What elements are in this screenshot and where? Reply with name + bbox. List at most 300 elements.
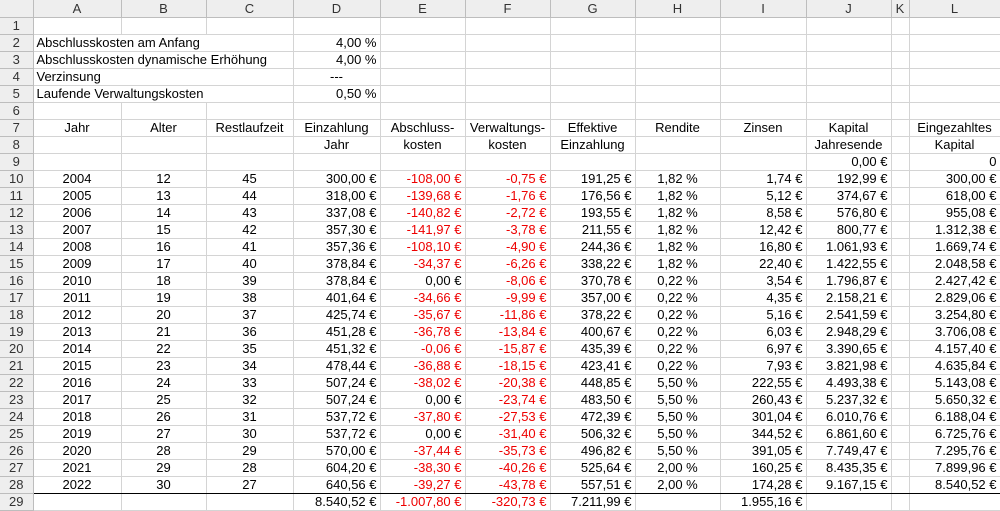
cell-zinsen[interactable]: 12,42 €	[720, 222, 806, 239]
cell-kapital-jahresende[interactable]: 800,77 €	[806, 222, 891, 239]
cell-restlaufzeit[interactable]: 44	[206, 188, 293, 205]
cell-zinsen[interactable]: 222,55 €	[720, 375, 806, 392]
cell-zinsen[interactable]: 4,35 €	[720, 290, 806, 307]
row-header[interactable]: 20	[0, 341, 33, 358]
cell-alter[interactable]: 21	[121, 324, 206, 341]
header-eingezahltes[interactable]: Eingezahltes	[909, 120, 1000, 137]
cell-effektive-einzahlung[interactable]: 448,85 €	[550, 375, 635, 392]
cell-restlaufzeit[interactable]: 41	[206, 239, 293, 256]
param-value-abschluss-dynamisch[interactable]: 4,00 %	[293, 52, 380, 69]
param-label-abschluss-dynamisch[interactable]: Abschlusskosten dynamische Erhöhung	[33, 52, 293, 69]
cell-zinsen[interactable]: 344,52 €	[720, 426, 806, 443]
cell-alter[interactable]: 14	[121, 205, 206, 222]
row-header[interactable]: 14	[0, 239, 33, 256]
cell-verwaltungskosten[interactable]: -23,74 €	[465, 392, 550, 409]
cell-abschlusskosten[interactable]: -38,30 €	[380, 460, 465, 477]
cell-einzahlung[interactable]: 478,44 €	[293, 358, 380, 375]
cell-verwaltungskosten[interactable]: -8,06 €	[465, 273, 550, 290]
cell-einzahlung[interactable]: 378,84 €	[293, 256, 380, 273]
cell-eingezahltes-kapital[interactable]: 618,00 €	[909, 188, 1000, 205]
cell-restlaufzeit[interactable]: 42	[206, 222, 293, 239]
cell-restlaufzeit[interactable]: 27	[206, 477, 293, 494]
cell-kapital-jahresende[interactable]: 3.390,65 €	[806, 341, 891, 358]
header-restlaufzeit[interactable]: Restlaufzeit	[206, 120, 293, 137]
cell-verwaltungskosten[interactable]: -11,86 €	[465, 307, 550, 324]
sheet-row	[0, 18, 1000, 35]
column-header-g[interactable]: G	[550, 0, 635, 18]
cell-eingezahltes-kapital[interactable]: 8.540,52 €	[909, 477, 1000, 494]
cell-jahr[interactable]: 2004	[33, 171, 121, 188]
cell-alter[interactable]: 29	[121, 460, 206, 477]
cell-zinsen[interactable]: 391,05 €	[720, 443, 806, 460]
table-row	[0, 409, 1000, 426]
table-row	[0, 171, 1000, 188]
cell-eingezahltes-kapital[interactable]: 4.635,84 €	[909, 358, 1000, 375]
column-header-d[interactable]: D	[293, 0, 380, 18]
row-header[interactable]: 23	[0, 392, 33, 409]
cell-abschlusskosten[interactable]: -0,06 €	[380, 341, 465, 358]
cell-eingezahltes-kapital[interactable]: 3.254,80 €	[909, 307, 1000, 324]
select-all-corner[interactable]	[0, 0, 33, 18]
cell-zinsen[interactable]: 5,16 €	[720, 307, 806, 324]
row-header[interactable]: 25	[0, 426, 33, 443]
cell-zinsen[interactable]: 301,04 €	[720, 409, 806, 426]
cell-rendite[interactable]: 5,50 %	[635, 426, 720, 443]
cell-jahr[interactable]: 2012	[33, 307, 121, 324]
param-label-verwaltung[interactable]: Laufende Verwaltungskosten	[33, 86, 293, 103]
cell-abschlusskosten[interactable]: -39,27 €	[380, 477, 465, 494]
param-label-verzinsung[interactable]: Verzinsung	[33, 69, 293, 86]
cell-verwaltungskosten[interactable]: -3,78 €	[465, 222, 550, 239]
cell-jahr[interactable]: 2006	[33, 205, 121, 222]
row-header[interactable]: 10	[0, 171, 33, 188]
cell-eingezahltes-kapital[interactable]: 3.706,08 €	[909, 324, 1000, 341]
cell-eingezahltes-kapital[interactable]: 5.650,32 €	[909, 392, 1000, 409]
header-rendite[interactable]: Rendite	[635, 120, 720, 137]
cell-verwaltungskosten[interactable]: -4,90 €	[465, 239, 550, 256]
row-header[interactable]: 6	[0, 103, 33, 120]
cell-abschlusskosten[interactable]: 0,00 €	[380, 273, 465, 290]
cell-rendite[interactable]: 0,22 %	[635, 358, 720, 375]
cell-rendite[interactable]: 1,82 %	[635, 222, 720, 239]
cell-einzahlung[interactable]: 451,32 €	[293, 341, 380, 358]
cell-effektive-einzahlung[interactable]: 400,67 €	[550, 324, 635, 341]
cell-jahr[interactable]: 2019	[33, 426, 121, 443]
header-jahr[interactable]: Jahr	[33, 120, 121, 137]
header-kosten-sub-2[interactable]: kosten	[465, 137, 550, 154]
cell-kapital-jahresende[interactable]: 9.167,15 €	[806, 477, 891, 494]
table-row	[0, 273, 1000, 290]
cell-zinsen[interactable]: 260,43 €	[720, 392, 806, 409]
cell-eingezahltes-kapital[interactable]: 6.725,76 €	[909, 426, 1000, 443]
cell-abschlusskosten[interactable]: -108,00 €	[380, 171, 465, 188]
cell-restlaufzeit[interactable]: 33	[206, 375, 293, 392]
cell-rendite[interactable]: 0,22 %	[635, 307, 720, 324]
row-header[interactable]: 28	[0, 477, 33, 494]
header-kapital-sub[interactable]: Kapital	[909, 137, 1000, 154]
row-header[interactable]: 24	[0, 409, 33, 426]
cell-alter[interactable]: 27	[121, 426, 206, 443]
row-header[interactable]: 19	[0, 324, 33, 341]
cell-alter[interactable]: 13	[121, 188, 206, 205]
cell-einzahlung[interactable]: 537,72 €	[293, 426, 380, 443]
header-jahr-sub[interactable]: Jahr	[293, 137, 380, 154]
header-jahresende-sub[interactable]: Jahresende	[806, 137, 891, 154]
cell-verwaltungskosten[interactable]: -18,15 €	[465, 358, 550, 375]
cell-rendite[interactable]: 0,22 %	[635, 341, 720, 358]
param-label-abschluss-anfang[interactable]: Abschlusskosten am Anfang	[33, 35, 293, 52]
cell-zinsen[interactable]: 3,54 €	[720, 273, 806, 290]
kapital-start-cell[interactable]: 0,00 €	[806, 154, 891, 171]
cell-jahr[interactable]: 2005	[33, 188, 121, 205]
cell-eingezahltes-kapital[interactable]: 7.295,76 €	[909, 443, 1000, 460]
cell-eingezahltes-kapital[interactable]: 5.143,08 €	[909, 375, 1000, 392]
row-header[interactable]: 4	[0, 69, 33, 86]
total-i[interactable]: 1.955,16 €	[720, 494, 806, 511]
cell-kapital-jahresende[interactable]: 192,99 €	[806, 171, 891, 188]
cell-abschlusskosten[interactable]: -140,82 €	[380, 205, 465, 222]
cell-eingezahltes-kapital[interactable]: 2.048,58 €	[909, 256, 1000, 273]
cell-rendite[interactable]: 0,22 %	[635, 324, 720, 341]
column-header-j[interactable]: J	[806, 0, 891, 18]
cell-verwaltungskosten[interactable]: -9,99 €	[465, 290, 550, 307]
cell-abschlusskosten[interactable]: 0,00 €	[380, 426, 465, 443]
cell-kapital-jahresende[interactable]: 6.861,60 €	[806, 426, 891, 443]
table-row	[0, 477, 1000, 494]
cell-kapital-jahresende[interactable]: 1.796,87 €	[806, 273, 891, 290]
cell-effektive-einzahlung[interactable]: 483,50 €	[550, 392, 635, 409]
cell-alter[interactable]: 26	[121, 409, 206, 426]
total-g[interactable]: 7.211,99 €	[550, 494, 635, 511]
table-row	[0, 324, 1000, 341]
row-header[interactable]: 5	[0, 86, 33, 103]
cell-zinsen[interactable]: 174,28 €	[720, 477, 806, 494]
cell-restlaufzeit[interactable]: 34	[206, 358, 293, 375]
cell-verwaltungskosten[interactable]: -31,40 €	[465, 426, 550, 443]
cell-jahr[interactable]: 2015	[33, 358, 121, 375]
cell-alter[interactable]: 30	[121, 477, 206, 494]
cell-rendite[interactable]: 1,82 %	[635, 239, 720, 256]
cell-einzahlung[interactable]: 640,56 €	[293, 477, 380, 494]
cell-kapital-jahresende[interactable]: 5.237,32 €	[806, 392, 891, 409]
cell-jahr[interactable]: 2020	[33, 443, 121, 460]
cell-restlaufzeit[interactable]: 35	[206, 341, 293, 358]
cell-zinsen[interactable]: 6,97 €	[720, 341, 806, 358]
cell-effektive-einzahlung[interactable]: 496,82 €	[550, 443, 635, 460]
row-header[interactable]: 1	[0, 18, 33, 35]
cell-kapital-jahresende[interactable]: 1.061,93 €	[806, 239, 891, 256]
eingezahlt-start-cell[interactable]: 0	[909, 154, 1000, 171]
header-einzahlung-sub[interactable]: Einzahlung	[550, 137, 635, 154]
cell-effektive-einzahlung[interactable]: 423,41 €	[550, 358, 635, 375]
cell-abschlusskosten[interactable]: -108,10 €	[380, 239, 465, 256]
cell-zinsen[interactable]: 6,03 €	[720, 324, 806, 341]
cell-alter[interactable]: 18	[121, 273, 206, 290]
cell-jahr[interactable]: 2016	[33, 375, 121, 392]
cell-jahr[interactable]: 2011	[33, 290, 121, 307]
cell-einzahlung[interactable]: 604,20 €	[293, 460, 380, 477]
cell-rendite[interactable]: 5,50 %	[635, 443, 720, 460]
cell-rendite[interactable]: 5,50 %	[635, 392, 720, 409]
cell-abschlusskosten[interactable]: -35,67 €	[380, 307, 465, 324]
cell-kapital-jahresende[interactable]: 1.422,55 €	[806, 256, 891, 273]
cell-eingezahltes-kapital[interactable]: 955,08 €	[909, 205, 1000, 222]
cell-einzahlung[interactable]: 300,00 €	[293, 171, 380, 188]
table-row	[0, 392, 1000, 409]
cell-effektive-einzahlung[interactable]: 378,22 €	[550, 307, 635, 324]
cell-alter[interactable]: 15	[121, 222, 206, 239]
cell-effektive-einzahlung[interactable]: 472,39 €	[550, 409, 635, 426]
cell-restlaufzeit[interactable]: 31	[206, 409, 293, 426]
cell-einzahlung[interactable]: 357,36 €	[293, 239, 380, 256]
header-effektive-einzahlung[interactable]: Effektive	[550, 120, 635, 137]
column-header-h[interactable]: H	[635, 0, 720, 18]
column-header-c[interactable]: C	[206, 0, 293, 18]
cell-alter[interactable]: 16	[121, 239, 206, 256]
cell-effektive-einzahlung[interactable]: 244,36 €	[550, 239, 635, 256]
cell-effektive-einzahlung[interactable]: 211,55 €	[550, 222, 635, 239]
cell-rendite[interactable]: 0,22 %	[635, 273, 720, 290]
cell-einzahlung[interactable]: 507,24 €	[293, 392, 380, 409]
row-header[interactable]: 15	[0, 256, 33, 273]
row-header[interactable]: 22	[0, 375, 33, 392]
row-header[interactable]: 3	[0, 52, 33, 69]
table-row	[0, 256, 1000, 273]
cell-abschlusskosten[interactable]: -141,97 €	[380, 222, 465, 239]
row-header[interactable]: 18	[0, 307, 33, 324]
cell-effektive-einzahlung[interactable]: 557,51 €	[550, 477, 635, 494]
cell-einzahlung[interactable]: 337,08 €	[293, 205, 380, 222]
cell-restlaufzeit[interactable]: 37	[206, 307, 293, 324]
cell-restlaufzeit[interactable]: 30	[206, 426, 293, 443]
cell-abschlusskosten[interactable]: -34,66 €	[380, 290, 465, 307]
cell-verwaltungskosten[interactable]: -0,75 €	[465, 171, 550, 188]
row-header[interactable]: 29	[0, 494, 33, 511]
cell-abschlusskosten[interactable]: 0,00 €	[380, 392, 465, 409]
cell-verwaltungskosten[interactable]: -20,38 €	[465, 375, 550, 392]
param-value-verwaltung[interactable]: 0,50 %	[293, 86, 380, 103]
cell-kapital-jahresende[interactable]: 6.010,76 €	[806, 409, 891, 426]
cell-alter[interactable]: 19	[121, 290, 206, 307]
cell-eingezahltes-kapital[interactable]: 7.899,96 €	[909, 460, 1000, 477]
cell-verwaltungskosten[interactable]: -13,84 €	[465, 324, 550, 341]
cell-jahr[interactable]: 2008	[33, 239, 121, 256]
table-row	[0, 188, 1000, 205]
cell-restlaufzeit[interactable]: 38	[206, 290, 293, 307]
cell-rendite[interactable]: 2,00 %	[635, 477, 720, 494]
cell-verwaltungskosten[interactable]: -15,87 €	[465, 341, 550, 358]
cell-jahr[interactable]: 2021	[33, 460, 121, 477]
row-header[interactable]: 11	[0, 188, 33, 205]
cell-rendite[interactable]: 0,22 %	[635, 290, 720, 307]
cell-abschlusskosten[interactable]: -36,88 €	[380, 358, 465, 375]
sheet-row	[0, 35, 1000, 52]
cell-zinsen[interactable]: 22,40 €	[720, 256, 806, 273]
row-header[interactable]: 8	[0, 137, 33, 154]
table-row	[0, 307, 1000, 324]
cell-eingezahltes-kapital[interactable]: 1.669,74 €	[909, 239, 1000, 256]
header-kapital[interactable]: Kapital	[806, 120, 891, 137]
row-header[interactable]: 16	[0, 273, 33, 290]
column-header-f[interactable]: F	[465, 0, 550, 18]
cell-rendite[interactable]: 5,50 %	[635, 409, 720, 426]
column-header-k[interactable]: K	[891, 0, 909, 18]
row-header[interactable]: 27	[0, 460, 33, 477]
cell-alter[interactable]: 22	[121, 341, 206, 358]
header-zinsen[interactable]: Zinsen	[720, 120, 806, 137]
cell-einzahlung[interactable]: 401,64 €	[293, 290, 380, 307]
row-header[interactable]: 2	[0, 35, 33, 52]
param-value-verzinsung[interactable]: ---	[293, 69, 380, 86]
header-alter[interactable]: Alter	[121, 120, 206, 137]
cell-verwaltungskosten[interactable]: -2,72 €	[465, 205, 550, 222]
cell-eingezahltes-kapital[interactable]: 1.312,38 €	[909, 222, 1000, 239]
cell-kapital-jahresende[interactable]: 7.749,47 €	[806, 443, 891, 460]
cell-restlaufzeit[interactable]: 32	[206, 392, 293, 409]
cell-jahr[interactable]: 2007	[33, 222, 121, 239]
cell-effektive-einzahlung[interactable]: 338,22 €	[550, 256, 635, 273]
cell-effektive-einzahlung[interactable]: 176,56 €	[550, 188, 635, 205]
cell-effektive-einzahlung[interactable]: 193,55 €	[550, 205, 635, 222]
row-header[interactable]: 21	[0, 358, 33, 375]
row-header[interactable]: 26	[0, 443, 33, 460]
cell-eingezahltes-kapital[interactable]: 300,00 €	[909, 171, 1000, 188]
column-header-a[interactable]: A	[33, 0, 121, 18]
column-header-i[interactable]: I	[720, 0, 806, 18]
cell-effektive-einzahlung[interactable]: 435,39 €	[550, 341, 635, 358]
cell-einzahlung[interactable]: 378,84 €	[293, 273, 380, 290]
cell-restlaufzeit[interactable]: 40	[206, 256, 293, 273]
cell-restlaufzeit[interactable]: 45	[206, 171, 293, 188]
cell-kapital-jahresende[interactable]: 4.493,38 €	[806, 375, 891, 392]
cell-einzahlung[interactable]: 318,00 €	[293, 188, 380, 205]
cell-verwaltungskosten[interactable]: -1,76 €	[465, 188, 550, 205]
cell-einzahlung[interactable]: 537,72 €	[293, 409, 380, 426]
cell-effektive-einzahlung[interactable]: 357,00 €	[550, 290, 635, 307]
cell-abschlusskosten[interactable]: -34,37 €	[380, 256, 465, 273]
cell-zinsen[interactable]: 1,74 €	[720, 171, 806, 188]
param-value-abschluss-anfang[interactable]: 4,00 %	[293, 35, 380, 52]
row-header[interactable]: 12	[0, 205, 33, 222]
cell-jahr[interactable]: 2022	[33, 477, 121, 494]
cell-zinsen[interactable]: 160,25 €	[720, 460, 806, 477]
cell-alter[interactable]: 25	[121, 392, 206, 409]
cell-jahr[interactable]: 2013	[33, 324, 121, 341]
cell-zinsen[interactable]: 8,58 €	[720, 205, 806, 222]
cell-einzahlung[interactable]: 425,74 €	[293, 307, 380, 324]
cell-kapital-jahresende[interactable]: 2.158,21 €	[806, 290, 891, 307]
sheet-row	[0, 52, 1000, 69]
cell-kapital-jahresende[interactable]: 8.435,35 €	[806, 460, 891, 477]
cell-abschlusskosten[interactable]: -37,44 €	[380, 443, 465, 460]
cell-alter[interactable]: 17	[121, 256, 206, 273]
cell-alter[interactable]: 12	[121, 171, 206, 188]
cell-abschlusskosten[interactable]: -38,02 €	[380, 375, 465, 392]
cell-effektive-einzahlung[interactable]: 191,25 €	[550, 171, 635, 188]
cell-rendite[interactable]: 1,82 %	[635, 188, 720, 205]
table-row	[0, 460, 1000, 477]
cell-abschlusskosten[interactable]: -139,68 €	[380, 188, 465, 205]
cell-effektive-einzahlung[interactable]: 525,64 €	[550, 460, 635, 477]
cell-rendite[interactable]: 1,82 %	[635, 256, 720, 273]
cell-kapital-jahresende[interactable]: 576,80 €	[806, 205, 891, 222]
cell-eingezahltes-kapital[interactable]: 2.829,06 €	[909, 290, 1000, 307]
sheet-row	[0, 86, 1000, 103]
cell-alter[interactable]: 24	[121, 375, 206, 392]
column-header-b[interactable]: B	[121, 0, 206, 18]
cell-jahr[interactable]: 2017	[33, 392, 121, 409]
total-e[interactable]: -1.007,80 €	[380, 494, 465, 511]
cell-verwaltungskosten[interactable]: -35,73 €	[465, 443, 550, 460]
cell-jahr[interactable]: 2010	[33, 273, 121, 290]
cell-kapital-jahresende[interactable]: 3.821,98 €	[806, 358, 891, 375]
cell-einzahlung[interactable]: 451,28 €	[293, 324, 380, 341]
column-header-e[interactable]: E	[380, 0, 465, 18]
cell-verwaltungskosten[interactable]: -6,26 €	[465, 256, 550, 273]
cell-restlaufzeit[interactable]: 39	[206, 273, 293, 290]
cell-einzahlung[interactable]: 570,00 €	[293, 443, 380, 460]
cell-alter[interactable]: 28	[121, 443, 206, 460]
cell-verwaltungskosten[interactable]: -40,26 €	[465, 460, 550, 477]
header-einzahlung[interactable]: Einzahlung	[293, 120, 380, 137]
cell-zinsen[interactable]: 16,80 €	[720, 239, 806, 256]
cell-jahr[interactable]: 2014	[33, 341, 121, 358]
cell-rendite[interactable]: 5,50 %	[635, 375, 720, 392]
cell-jahr[interactable]: 2018	[33, 409, 121, 426]
table-row	[0, 358, 1000, 375]
cell-abschlusskosten[interactable]: -37,80 €	[380, 409, 465, 426]
column-header-l[interactable]: L	[909, 0, 1000, 18]
row-header[interactable]: 13	[0, 222, 33, 239]
cell-einzahlung[interactable]: 507,24 €	[293, 375, 380, 392]
cell-jahr[interactable]: 2009	[33, 256, 121, 273]
cell-eingezahltes-kapital[interactable]: 4.157,40 €	[909, 341, 1000, 358]
cell-effektive-einzahlung[interactable]: 506,32 €	[550, 426, 635, 443]
cell-alter[interactable]: 23	[121, 358, 206, 375]
cell-kapital-jahresende[interactable]: 2.948,29 €	[806, 324, 891, 341]
table-row	[0, 443, 1000, 460]
table-row	[0, 290, 1000, 307]
cell-zinsen[interactable]: 7,93 €	[720, 358, 806, 375]
cell-einzahlung[interactable]: 357,30 €	[293, 222, 380, 239]
row-header[interactable]: 7	[0, 120, 33, 137]
total-f[interactable]: -320,73 €	[465, 494, 550, 511]
cell-restlaufzeit[interactable]: 29	[206, 443, 293, 460]
cell-rendite[interactable]: 2,00 %	[635, 460, 720, 477]
row-header[interactable]: 9	[0, 154, 33, 171]
header-kosten-sub[interactable]: kosten	[380, 137, 465, 154]
cell-eingezahltes-kapital[interactable]: 6.188,04 €	[909, 409, 1000, 426]
cell-eingezahltes-kapital[interactable]: 2.427,42 €	[909, 273, 1000, 290]
cell-verwaltungskosten[interactable]: -43,78 €	[465, 477, 550, 494]
cell-kapital-jahresende[interactable]: 374,67 €	[806, 188, 891, 205]
cell-abschlusskosten[interactable]: -36,78 €	[380, 324, 465, 341]
header-abschlusskosten[interactable]: Abschluss-	[380, 120, 465, 137]
cell-kapital-jahresende[interactable]: 2.541,59 €	[806, 307, 891, 324]
header-verwaltungskosten[interactable]: Verwaltungs-	[465, 120, 550, 137]
cell-restlaufzeit[interactable]: 43	[206, 205, 293, 222]
row-header[interactable]: 17	[0, 290, 33, 307]
cell-rendite[interactable]: 1,82 %	[635, 205, 720, 222]
total-d[interactable]: 8.540,52 €	[293, 494, 380, 511]
cell-effektive-einzahlung[interactable]: 370,78 €	[550, 273, 635, 290]
cell-restlaufzeit[interactable]: 36	[206, 324, 293, 341]
cell-rendite[interactable]: 1,82 %	[635, 171, 720, 188]
cell-alter[interactable]: 20	[121, 307, 206, 324]
cell-restlaufzeit[interactable]: 28	[206, 460, 293, 477]
cell-zinsen[interactable]: 5,12 €	[720, 188, 806, 205]
cell-verwaltungskosten[interactable]: -27,53 €	[465, 409, 550, 426]
